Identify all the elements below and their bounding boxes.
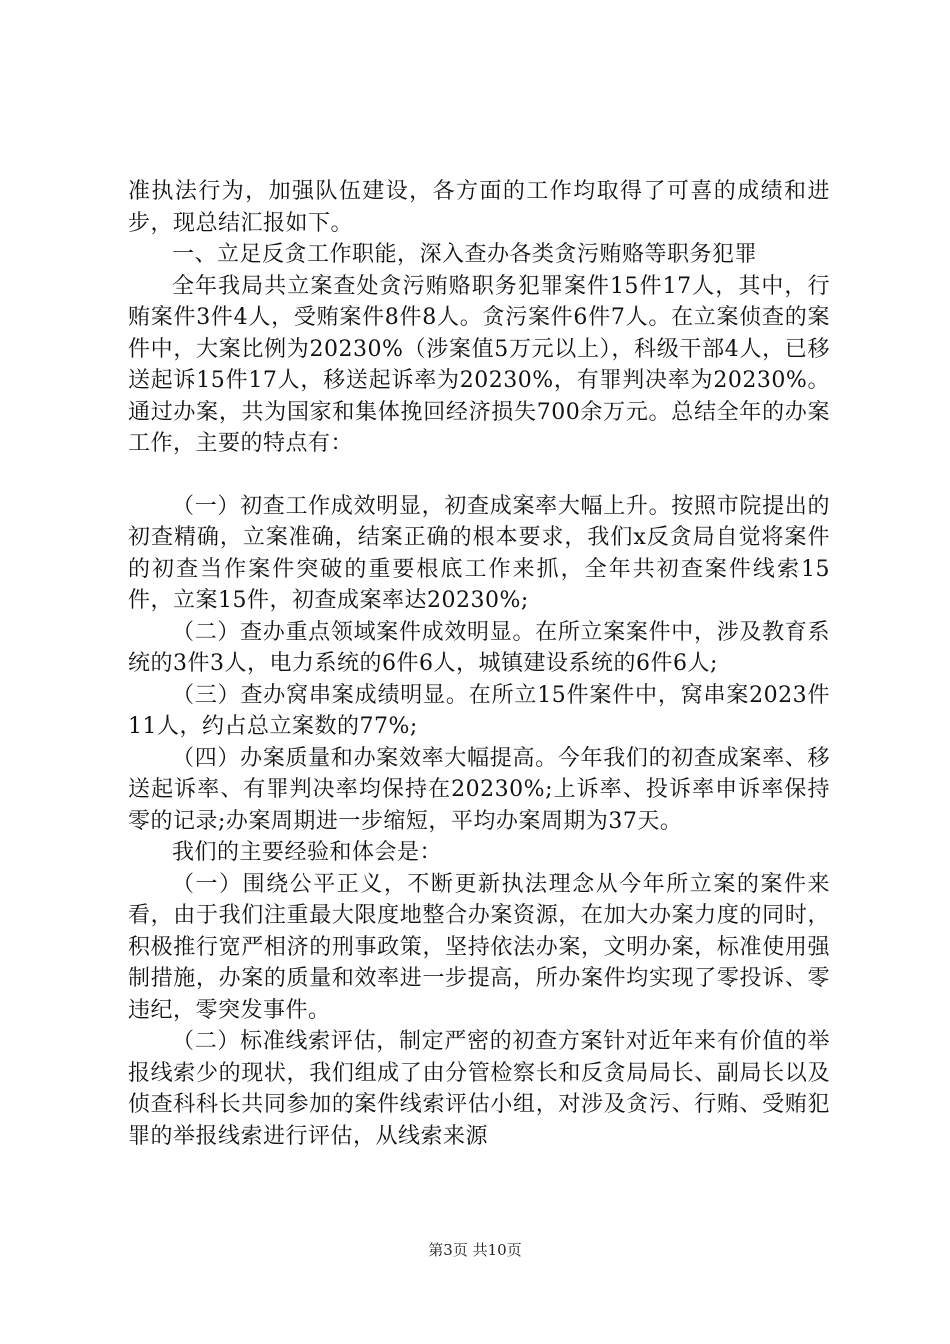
paragraph-spacer [128, 460, 830, 491]
document-body [128, 176, 830, 1152]
paragraph-intro-continuation: 准执法行为，加强队伍建设，各方面的工作均取得了可喜的成绩和进步，现总结汇报如下。 [128, 179, 830, 236]
page-number-footer: 第3页 共10页 [428, 1241, 522, 1259]
paragraph-experience-2: （二）标准线索评估，制定严密的初查方案针对近年来有价值的举报线索少的现状，我们组成了由分管检察长和反贪局局长、副局长以及侦查科科长共同参加的案件线索评估小组，对涉及贪污、行贿、受贿犯罪的举报线索进行评估，从线索来源 [128, 1029, 830, 1149]
paragraph-experience-1: （一）围绕公平正义，不断更新执法理念从今年所立案的案件来看，由于我们注重最大限度地整合办案资源，在加大办案力度的同时，积极推行宽严相济的刑事政策，坚持依法办案，文明办案，标准使用强制措施，办案的质量和效率进一步提高，所办案件均实现了零投诉、零违纪，零突发事件。 [128, 871, 830, 1023]
paragraph-point-3: （三）查办窝串案成绩明显。在所立15件案件中，窝串案2023件11人，约占总立案数的77%; [128, 682, 830, 739]
paragraph-point-2: （二）查办重点领域案件成效明显。在所立案案件中，涉及教育系统的3件3人，电力系统的6件6人，城镇建设系统的6件6人; [128, 619, 830, 676]
paragraph-point-1: （一）初查工作成效明显，初查成案率大幅上升。按照市院提出的初查精确，立案准确，结案正确的根本要求，我们x反贪局自觉将案件的初查当作案件突破的重要根底工作来抓，全年共初查案件线索15件，立案15件，初查成案率达20230%; [128, 493, 830, 613]
paragraph-point-4: （四）办案质量和办案效率大幅提高。今年我们的初查成案率、移送起诉率、有罪判决率均保持在20230%;上诉率、投诉率申诉率保持零的记录;办案周期进一步缩短，平均办案周期为37天。 [128, 745, 830, 834]
paragraph-case-summary: 全年我局共立案查处贪污贿赂职务犯罪案件15件17人，其中，行贿案件3件4人，受贿案件8件8人。贪污案件6件7人。在立案侦查的案件中，大案比例为20230%（涉案值5万元以上），科级干部4人，已移送起诉15件17人，移送起诉率为20230%，有罪判决率为20230%。通过办案，共为国家和集体挽回经济损失700余万元。总结全年的办案工作，主要的特点有： [128, 273, 830, 456]
paragraph-experience-heading: 我们的主要经验和体会是： [172, 840, 443, 865]
section-heading-1: 一、立足反贪工作职能，深入查办各类贪污贿赂等职务犯罪 [172, 242, 758, 267]
